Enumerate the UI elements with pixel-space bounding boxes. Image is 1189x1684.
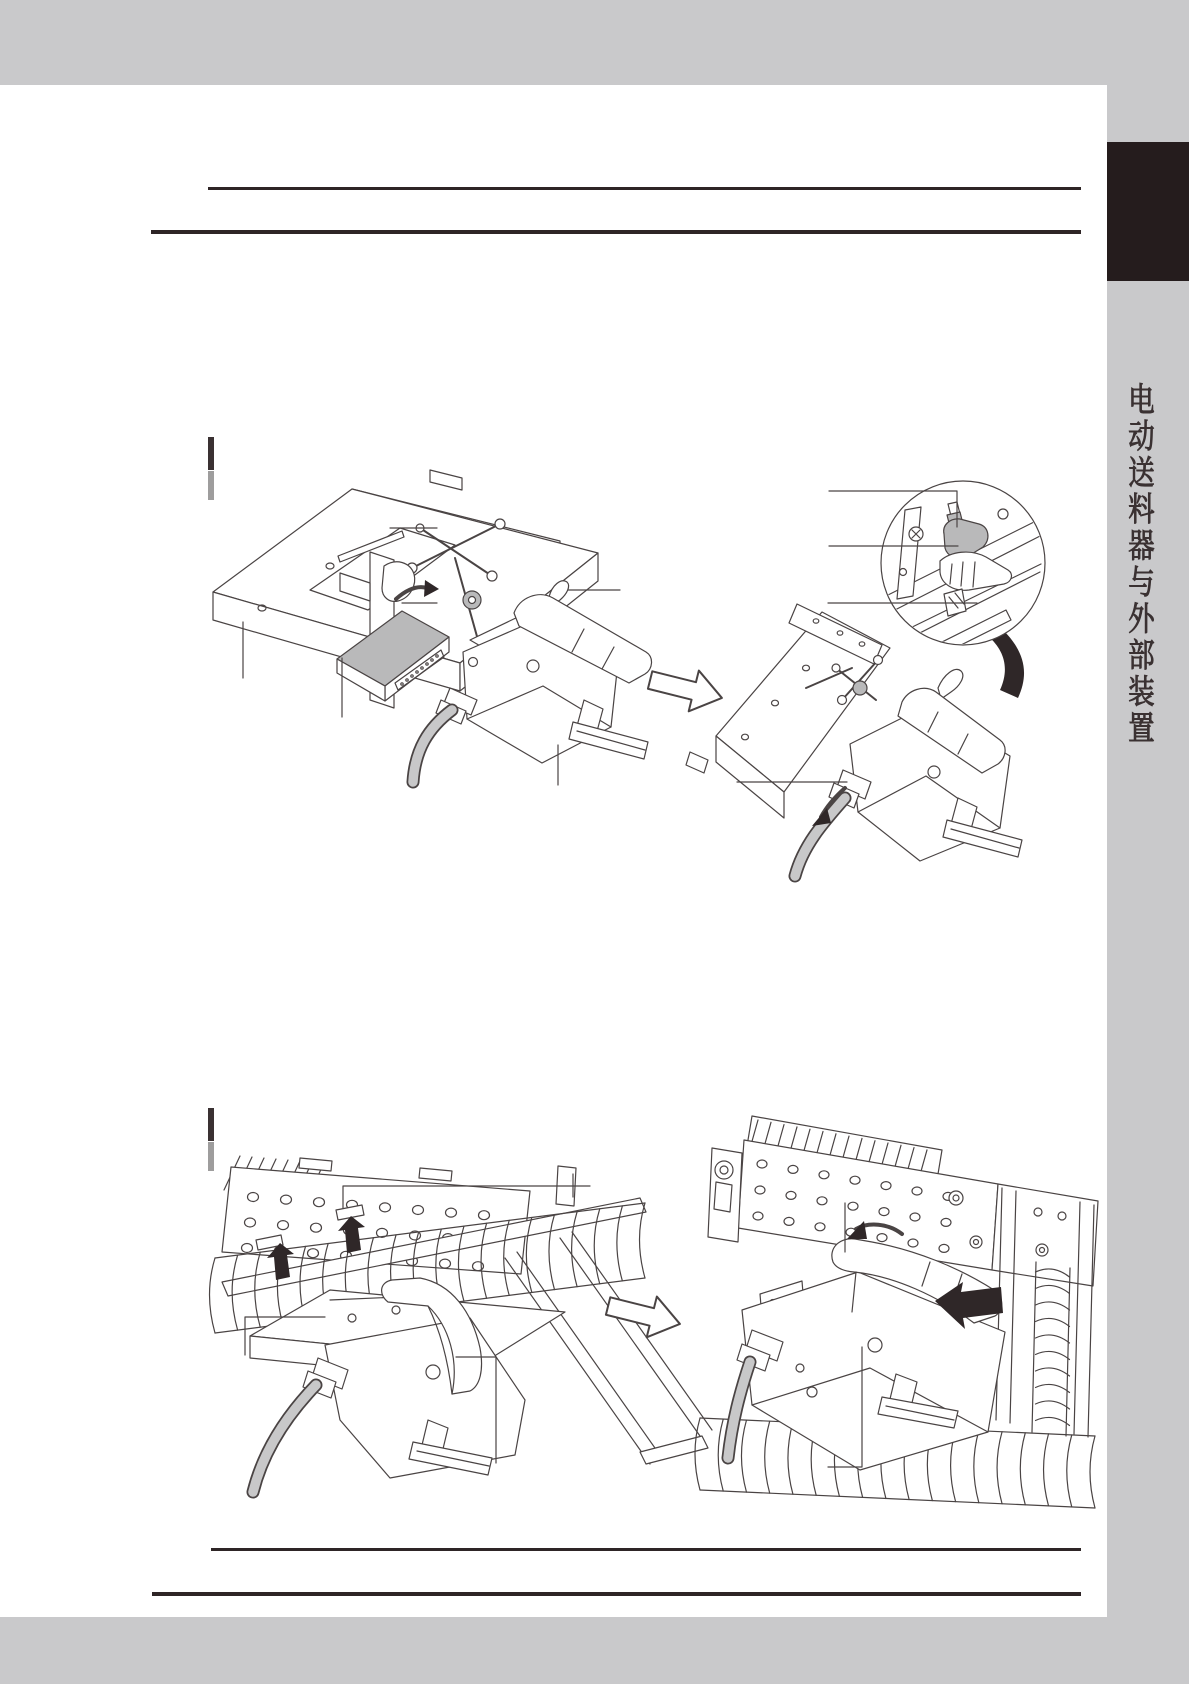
chapter-title-vertical: 电动送料器与外部装置	[1124, 382, 1156, 747]
fig2-locked-illustration	[695, 1116, 1098, 1508]
fig1-detail-inset-circle	[828, 481, 1045, 658]
fig2-mounting-illustration	[210, 1156, 713, 1492]
assembly-direction-arrow-icon-2	[603, 1286, 685, 1345]
assembly-direction-arrow-icon	[645, 660, 727, 719]
